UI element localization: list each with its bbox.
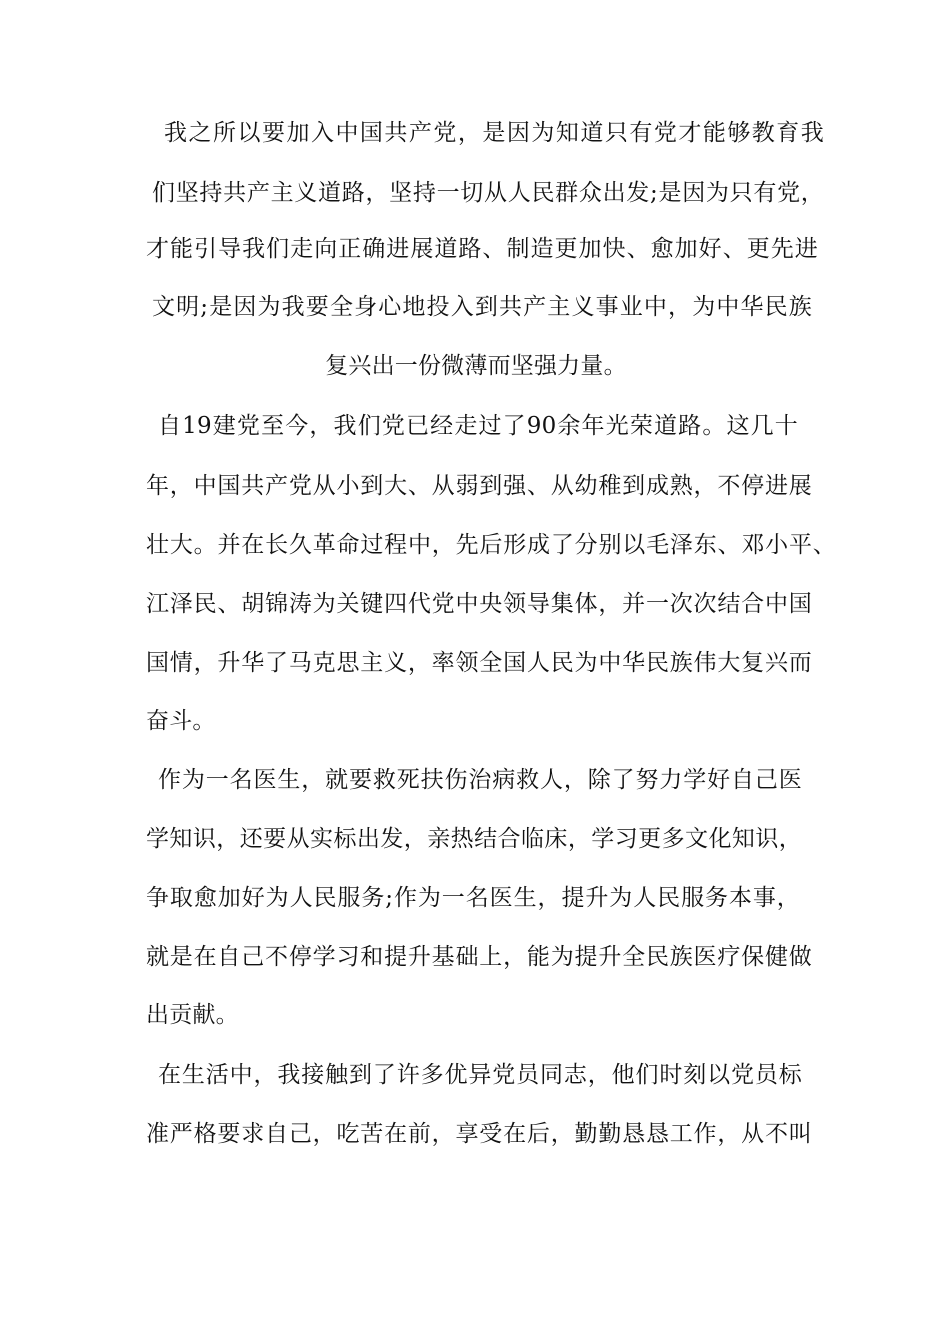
paragraph-1-line-1: 我之所以要加入中国共产党，是因为知道只有党才能够教育我 [164,120,824,146]
paragraph-2-line-5: 国情，升华了马克思主义，率领全国人民为中华民族伟大复兴而 [146,650,812,676]
paragraph-1-line-5: 复兴出一份微薄而坚强力量。 [325,353,627,379]
paragraph-4-line-2: 准严格要求自己，吃苦在前，享受在后，勤勤恳恳工作，从不叫 [146,1121,812,1147]
paragraph-2-line-2: 年，中国共产党从小到大、从弱到强、从幼稚到成熟，不停进展 [146,473,812,499]
paragraph-3-line-4: 就是在自己不停学习和提升基础上，能为提升全民族医疗保健做 [146,944,812,970]
paragraph-2-line-4: 江泽民、胡锦涛为关键四代党中央领导集体，并一次次结合中国 [146,591,812,617]
paragraph-3-line-2: 学知识，还要从实标出发，亲热结合临床，学习更多文化知识， [146,826,802,852]
paragraph-3-line-1: 作为一名医生，就要救死扶伤治病救人，除了努力学好自己医 [158,767,802,793]
paragraph-4-line-1: 在生活中，我接触到了许多优异党员同志，他们时刻以党员标 [158,1062,802,1088]
paragraph-3-line-3: 争取愈加好为人民服务;作为一名医生，提升为人民服务本事， [146,885,800,911]
paragraph-3-line-5: 出贡献。 [146,1002,239,1028]
paragraph-2-line-3: 壮大。并在长久革命过程中，先后形成了分别以毛泽东、邓小平、 [146,532,836,558]
paragraph-2-line-6: 奋斗。 [146,708,216,734]
paragraph-1-line-3: 才能引导我们走向正确进展道路、制造更加快、愈加好、更先进 [146,236,818,262]
paragraph-1-line-4: 文明;是因为我要全身心地投入到共产主义事业中，为中华民族 [152,294,812,320]
paragraph-2-line-1: 自19建党至今，我们党已经走过了90余年光荣道路。这几十 [158,413,798,439]
paragraph-1-line-2: 们坚持共产主义道路，坚持一切从人民群众出发;是因为只有党， [152,180,824,206]
